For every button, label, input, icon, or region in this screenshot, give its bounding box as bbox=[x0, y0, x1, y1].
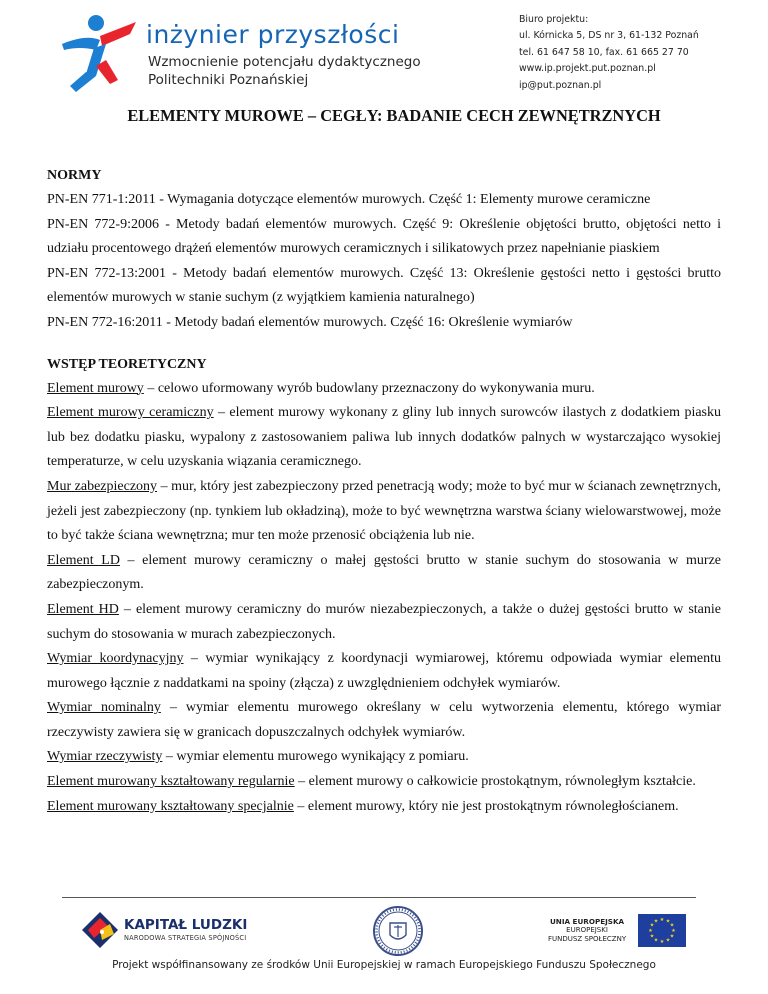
svg-text:★: ★ bbox=[665, 937, 671, 944]
definition-text: – celowo uformowany wyrób budowlany przeznaczony do wykonywania muru. bbox=[143, 380, 595, 396]
definition-text: – wymiar elementu murowego określany w celu wytworzenia elementu, którego wymiar rzeczywisty zawiera się w granicach dopuszczalnych odchyłek wymiarów. bbox=[47, 700, 721, 740]
definition-text: – element murowy, który nie jest prostokątnym równoległościanem. bbox=[293, 798, 679, 814]
university-seal-icon bbox=[372, 905, 424, 957]
engineer-figure-logo-icon bbox=[56, 14, 142, 94]
office-label: Biuro projektu: bbox=[519, 14, 589, 25]
logo-title: inżynier przyszłości bbox=[146, 20, 400, 49]
eu-flag-icon bbox=[638, 914, 686, 947]
logo-subtitle-line-1: Wzmocnienie potencjału dydaktycznego bbox=[148, 54, 421, 70]
svg-text:★: ★ bbox=[649, 922, 655, 929]
svg-text:★: ★ bbox=[648, 928, 653, 934]
office-phone: tel. 61 647 58 10, fax. 61 665 27 70 bbox=[519, 46, 689, 58]
definition-term: Element murowy bbox=[47, 380, 144, 396]
norm-item: PN-EN 771-1:2011 - Wymagania dotyczące elementów murowych. Część 1: Elementy murowe ceramiczne bbox=[47, 192, 651, 207]
svg-text:★: ★ bbox=[659, 917, 665, 923]
definition-term: Element murowy ceramiczny bbox=[47, 405, 214, 421]
definition-term: Element murowany kształtowany regularnie bbox=[47, 774, 295, 790]
definition-term: Mur zabezpieczony bbox=[47, 478, 158, 494]
definition-item bbox=[47, 475, 721, 549]
svg-text:★: ★ bbox=[653, 937, 659, 944]
definition-text: – element murowy ceramiczny do murów niezabezpieczonych, a także o dużej gęstości brutto w stanie suchym do stosowania w murach zabezpieczonych. bbox=[47, 601, 721, 642]
definition-item bbox=[47, 647, 721, 696]
norms-heading: NORMY bbox=[47, 168, 102, 183]
svg-text:★: ★ bbox=[659, 939, 665, 945]
definition-item bbox=[47, 598, 721, 647]
definition-item bbox=[47, 377, 721, 402]
norm-item: PN-EN 772-16:2011 - Metody badań elementów murowych. Część 16: Określenie wymiarów bbox=[47, 314, 573, 330]
definition-term: Wymiar rzeczywisty bbox=[47, 749, 163, 765]
norm-item: PN-EN 772-13:2001 - Metody badań elementów murowych. Część 13: Określenie gęstości netto i gęstości brutto elementów murowych w stanie suchym (z wyjątkiem kamienia naturalnego) bbox=[47, 265, 721, 306]
eu-union-label: UNIA EUROPEJSKA bbox=[549, 917, 625, 926]
definition-term: Element HD bbox=[47, 601, 119, 617]
document-body bbox=[47, 106, 721, 819]
definition-term: Wymiar nominalny bbox=[47, 700, 161, 716]
office-website-link[interactable]: www.ip.projekt.put.poznan.pl bbox=[519, 63, 656, 75]
definition-item bbox=[47, 795, 721, 820]
definition-text: – mur, który jest zabezpieczony przed penetracją wody; może to być mur w ścianach zewnętrznych, jeżeli jest zabezpieczony (np. tynkiem lub okładziną), może to być wewnętrzna warstwa ściany wielowarstwowej, może to być także ściana wewnętrzna; mur ten może przenosić obciążenia lub nie. bbox=[47, 478, 721, 544]
definition-text: – element murowy wykonany z gliny lub innych surowców ilastych z dodatkiem piasku lub bez dodatku piasku, wypalony z zastosowaniem paliwa lub innych dodatków palnych w wystarczająco wysokiej temperaturze, w celu uzyskania wiązania ceramicznego. bbox=[47, 405, 721, 470]
office-address: ul. Kórnicka 5, DS nr 3, 61-132 Poznań bbox=[519, 30, 699, 42]
definition-item bbox=[47, 401, 721, 475]
definition-text: – wymiar elementu murowego wynikający z pomiaru. bbox=[162, 749, 469, 765]
definition-item bbox=[47, 696, 721, 745]
project-office-contact bbox=[519, 12, 699, 94]
page-header bbox=[0, 0, 768, 100]
svg-text:★: ★ bbox=[669, 933, 675, 940]
definition-term: Wymiar koordynacyjny bbox=[47, 651, 184, 667]
cofinancing-note: Projekt współfinansowany ze środków Unii Europejskiej w ramach Europejskiego Funduszu Społecznego bbox=[112, 959, 656, 971]
definition-text: – element murowy ceramiczny o małej gęstości brutto w stanie suchym do stosowania w murze zabezpieczonym. bbox=[47, 552, 721, 593]
definition-item bbox=[47, 770, 721, 795]
svg-text:★: ★ bbox=[671, 928, 676, 934]
kapital-ludzki-subtitle: NARODOWA STRATEGIA SPÓJNOŚCI bbox=[124, 934, 247, 942]
kapital-ludzki-title: KAPITAŁ LUDZKI bbox=[124, 917, 248, 933]
definition-item bbox=[47, 549, 721, 598]
svg-text:★: ★ bbox=[669, 922, 675, 929]
office-email-link[interactable]: ip@put.poznan.pl bbox=[519, 79, 602, 91]
svg-text:★: ★ bbox=[665, 918, 671, 925]
definition-term: Element LD bbox=[47, 552, 120, 568]
theory-heading: WSTĘP TEORETYCZNY bbox=[47, 356, 207, 372]
eu-fund-label bbox=[548, 917, 626, 944]
logo-subtitle-line-2: Politechniki Poznańskiej bbox=[148, 72, 309, 88]
definition-item bbox=[47, 745, 721, 770]
footer-divider bbox=[62, 897, 696, 898]
definitions-list bbox=[47, 377, 721, 820]
svg-text:★: ★ bbox=[653, 918, 659, 925]
norms-list bbox=[47, 188, 721, 336]
eu-fund-line-2: FUNDUSZ SPOŁECZNY bbox=[548, 935, 627, 943]
norm-item: PN-EN 772-9:2006 - Metody badań elementów murowych. Część 9: Określenie objętości brutto, objętości netto i udziału procentowego drążeń elementów murowych ceramicznych i silikatowych przez napełnianie piaskiem bbox=[47, 216, 721, 257]
definition-term: Element murowany kształtowany specjalnie bbox=[47, 798, 294, 814]
svg-text:★: ★ bbox=[649, 933, 655, 940]
definition-text: – wymiar wynikający z koordynacji wymiarowej, któremu odpowiada wymiar elementu murowego łącznie z naddatkami na spoiny (złącza) z uwzględnieniem odchyłek wymiarów. bbox=[47, 651, 721, 691]
document-title: ELEMENTY MUROWE – CEGŁY: BADANIE CECH ZEWNĘTRZNYCH bbox=[127, 106, 661, 125]
eu-fund-line-1: EUROPEJSKI bbox=[566, 926, 608, 934]
definition-text: – element murowy o całkowicie prostokątnym, równoległym kształcie. bbox=[294, 774, 696, 790]
kapital-ludzki-logo-icon bbox=[80, 910, 120, 950]
